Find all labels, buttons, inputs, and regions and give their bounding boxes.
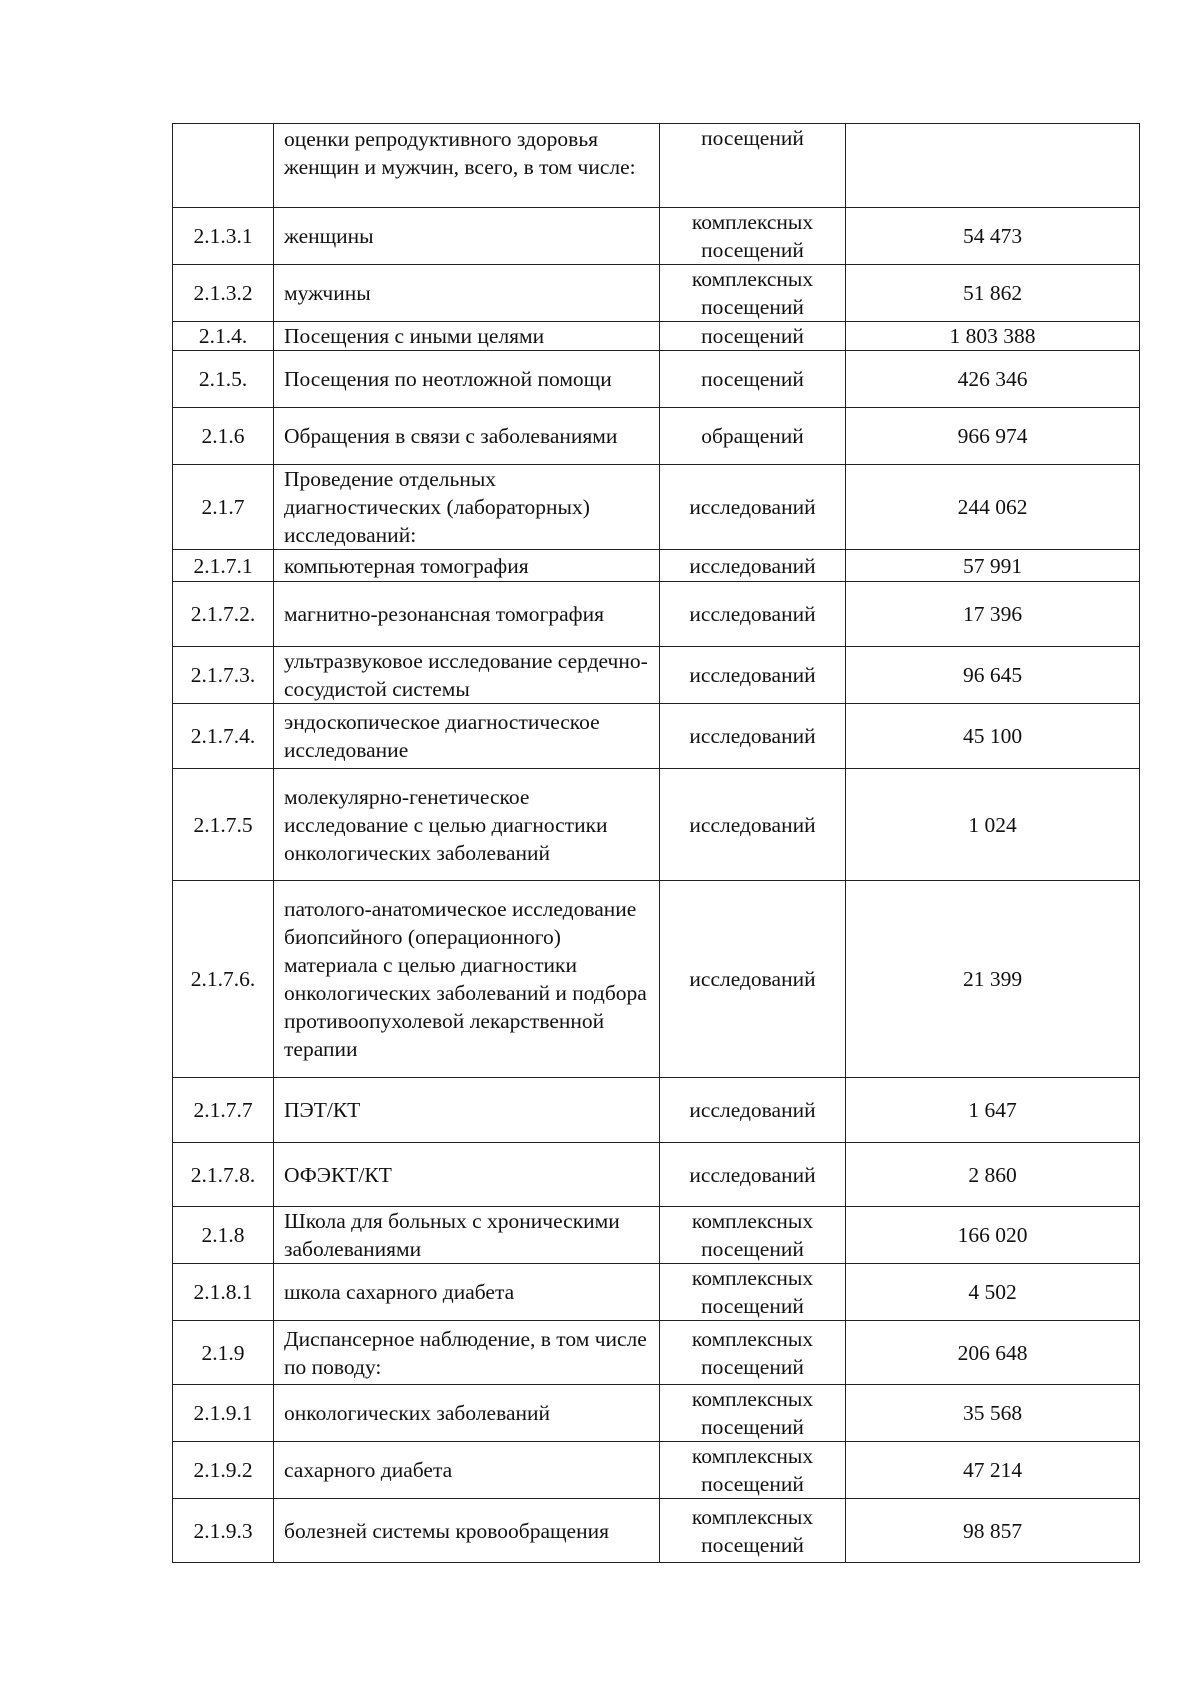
row-value: 51 862 bbox=[846, 265, 1140, 322]
row-number bbox=[173, 124, 274, 208]
row-value: 244 062 bbox=[846, 465, 1140, 550]
table-row bbox=[173, 408, 1140, 465]
row-unit: исследований bbox=[660, 582, 846, 647]
row-value: 1 803 388 bbox=[846, 322, 1140, 351]
row-number: 2.1.7.3. bbox=[173, 647, 274, 704]
table-row bbox=[173, 351, 1140, 408]
row-name: ультразвуковое исследование сердечно-сосудистой системы bbox=[274, 647, 660, 704]
row-number: 2.1.7.7 bbox=[173, 1078, 274, 1143]
row-value: 206 648 bbox=[846, 1321, 1140, 1385]
row-name: магнитно-резонансная томография bbox=[274, 582, 660, 647]
row-value: 45 100 bbox=[846, 704, 1140, 769]
row-unit: комплексных посещений bbox=[660, 1207, 846, 1264]
row-unit: комплексных посещений bbox=[660, 265, 846, 322]
row-name: Школа для больных с хроническими заболеваниями bbox=[274, 1207, 660, 1264]
row-value: 966 974 bbox=[846, 408, 1140, 465]
row-value: 98 857 bbox=[846, 1499, 1140, 1563]
row-name: Диспансерное наблюдение, в том числе по поводу: bbox=[274, 1321, 660, 1385]
table-row bbox=[173, 647, 1140, 704]
row-name: сахарного диабета bbox=[274, 1442, 660, 1499]
row-unit: исследований bbox=[660, 1143, 846, 1207]
table-body bbox=[173, 124, 1140, 1563]
row-value: 2 860 bbox=[846, 1143, 1140, 1207]
row-number: 2.1.8.1 bbox=[173, 1264, 274, 1321]
table-row bbox=[173, 465, 1140, 550]
table-row bbox=[173, 208, 1140, 265]
row-number: 2.1.7.4. bbox=[173, 704, 274, 769]
table-row bbox=[173, 550, 1140, 582]
table-row bbox=[173, 1143, 1140, 1207]
row-unit: исследований bbox=[660, 1078, 846, 1143]
row-number: 2.1.8 bbox=[173, 1207, 274, 1264]
row-unit: исследований bbox=[660, 465, 846, 550]
row-name: болезней системы кровообращения bbox=[274, 1499, 660, 1563]
row-unit: комплексных посещений bbox=[660, 1442, 846, 1499]
row-number: 2.1.9.2 bbox=[173, 1442, 274, 1499]
row-number: 2.1.7 bbox=[173, 465, 274, 550]
row-unit: комплексных посещений bbox=[660, 1264, 846, 1321]
row-value: 426 346 bbox=[846, 351, 1140, 408]
table-row bbox=[173, 1078, 1140, 1143]
table-row bbox=[173, 265, 1140, 322]
table-row bbox=[173, 582, 1140, 647]
row-number: 2.1.7.2. bbox=[173, 582, 274, 647]
row-name: мужчины bbox=[274, 265, 660, 322]
table-row bbox=[173, 704, 1140, 769]
row-value bbox=[846, 124, 1140, 208]
row-value: 1 024 bbox=[846, 769, 1140, 881]
row-name: эндоскопическое диагностическое исследование bbox=[274, 704, 660, 769]
table-row bbox=[173, 1321, 1140, 1385]
row-number: 2.1.9.1 bbox=[173, 1385, 274, 1442]
row-name: Обращения в связи с заболеваниями bbox=[274, 408, 660, 465]
row-number: 2.1.3.1 bbox=[173, 208, 274, 265]
row-number: 2.1.5. bbox=[173, 351, 274, 408]
table-row bbox=[173, 769, 1140, 881]
row-name: ПЭТ/КТ bbox=[274, 1078, 660, 1143]
row-name: онкологических заболеваний bbox=[274, 1385, 660, 1442]
row-value: 54 473 bbox=[846, 208, 1140, 265]
row-value: 4 502 bbox=[846, 1264, 1140, 1321]
row-number: 2.1.7.1 bbox=[173, 550, 274, 582]
row-number: 2.1.9 bbox=[173, 1321, 274, 1385]
row-number: 2.1.7.5 bbox=[173, 769, 274, 881]
table-row bbox=[173, 1264, 1140, 1321]
row-name: оценки репродуктивного здоровья женщин и мужчин, всего, в том числе: bbox=[274, 124, 660, 208]
row-name: патолого-анатомическое исследование биопсийного (операционного) материала с целью диагностики онкологических заболеваний и подбора противоопухолевой лекарственной терапии bbox=[274, 881, 660, 1078]
row-unit: комплексных посещений bbox=[660, 1499, 846, 1563]
row-name: Посещения с иными целями bbox=[274, 322, 660, 351]
table-row bbox=[173, 881, 1140, 1078]
row-unit: исследований bbox=[660, 647, 846, 704]
row-number: 2.1.6 bbox=[173, 408, 274, 465]
row-unit: комплексных посещений bbox=[660, 208, 846, 265]
row-unit: посещений bbox=[660, 124, 846, 208]
row-value: 47 214 bbox=[846, 1442, 1140, 1499]
row-number: 2.1.3.2 bbox=[173, 265, 274, 322]
row-value: 166 020 bbox=[846, 1207, 1140, 1264]
table-row bbox=[173, 124, 1140, 208]
statistics-table bbox=[172, 123, 1140, 1563]
row-value: 96 645 bbox=[846, 647, 1140, 704]
row-name: Проведение отдельных диагностических (лабораторных) исследований: bbox=[274, 465, 660, 550]
row-number: 2.1.7.6. bbox=[173, 881, 274, 1078]
table-row bbox=[173, 1207, 1140, 1264]
row-unit: исследований bbox=[660, 881, 846, 1078]
row-value: 57 991 bbox=[846, 550, 1140, 582]
row-unit: исследований bbox=[660, 550, 846, 582]
table-row bbox=[173, 1442, 1140, 1499]
row-number: 2.1.9.3 bbox=[173, 1499, 274, 1563]
table-row bbox=[173, 322, 1140, 351]
row-unit: обращений bbox=[660, 408, 846, 465]
row-unit: исследований bbox=[660, 769, 846, 881]
row-value: 17 396 bbox=[846, 582, 1140, 647]
row-name: молекулярно-генетическое исследование с целью диагностики онкологических заболеваний bbox=[274, 769, 660, 881]
row-value: 21 399 bbox=[846, 881, 1140, 1078]
row-name: ОФЭКТ/КТ bbox=[274, 1143, 660, 1207]
row-name: школа сахарного диабета bbox=[274, 1264, 660, 1321]
row-name: женщины bbox=[274, 208, 660, 265]
row-unit: посещений bbox=[660, 322, 846, 351]
row-name: Посещения по неотложной помощи bbox=[274, 351, 660, 408]
row-value: 1 647 bbox=[846, 1078, 1140, 1143]
table-row bbox=[173, 1385, 1140, 1442]
row-unit: посещений bbox=[660, 351, 846, 408]
table-row bbox=[173, 1499, 1140, 1563]
row-number: 2.1.7.8. bbox=[173, 1143, 274, 1207]
row-unit: исследований bbox=[660, 704, 846, 769]
row-number: 2.1.4. bbox=[173, 322, 274, 351]
row-unit: комплексных посещений bbox=[660, 1385, 846, 1442]
row-name: компьютерная томография bbox=[274, 550, 660, 582]
row-unit: комплексных посещений bbox=[660, 1321, 846, 1385]
row-value: 35 568 bbox=[846, 1385, 1140, 1442]
